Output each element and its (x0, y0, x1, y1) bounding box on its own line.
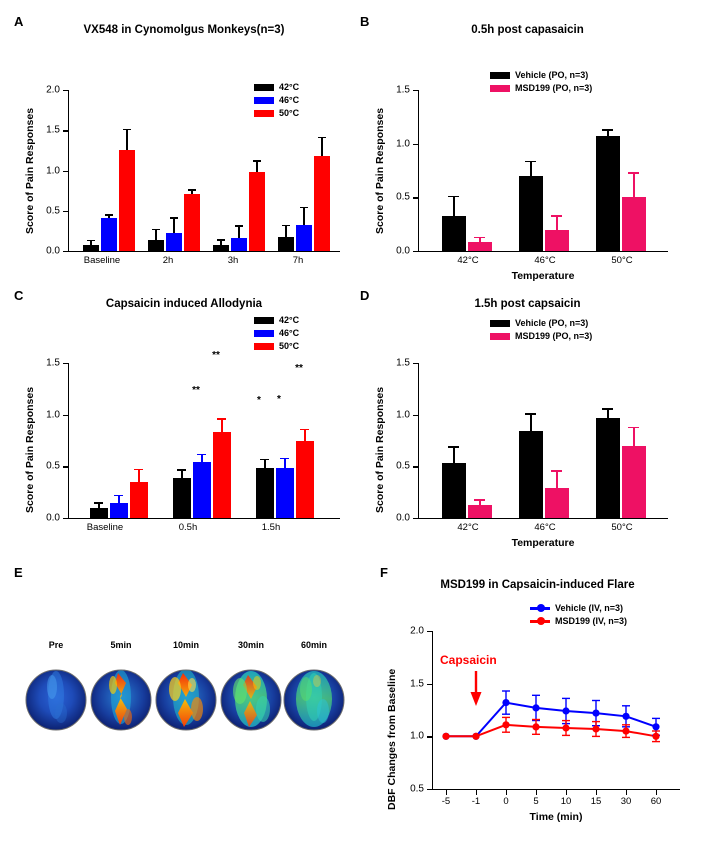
legend-item (254, 341, 299, 351)
errorbar-cap (152, 229, 160, 230)
panel-f-xtick-7: 60 (650, 796, 662, 807)
legend-item (254, 82, 299, 92)
panel-d-ytick-1: 0.5 (396, 460, 410, 472)
legend-label-46: 46°C (279, 328, 300, 338)
bar-msd199-42 (468, 242, 492, 251)
panel-e-letter: E (14, 565, 23, 580)
legend-swatch-vehicle (490, 320, 510, 327)
panel-b-ytick-0: 0.0 (396, 245, 410, 257)
errorbar (220, 241, 221, 245)
errorbar-cap (197, 454, 206, 455)
panel-f-xtickmark (476, 790, 477, 795)
panel-c-title: Capsaicin induced Allodynia (105, 298, 263, 310)
bar-vehicle-50 (596, 418, 620, 518)
errorbar (303, 208, 304, 225)
errorbar (284, 459, 285, 468)
errorbar-cap (217, 418, 226, 419)
panel-f-xtickmark (536, 790, 537, 795)
panel-a-xaxis (68, 251, 340, 252)
panel-c-xtick-0: Baseline (86, 522, 124, 533)
legend-item (490, 331, 592, 341)
panel-c-ytick-1: 0.5 (46, 460, 60, 472)
errorbar (201, 455, 202, 462)
legend-label-46: 46°C (279, 95, 300, 105)
bar-42-3h (213, 245, 229, 251)
errorbar-cap (602, 129, 613, 130)
legend-item (490, 83, 592, 93)
errorbar-cap (134, 469, 143, 470)
legend-item (254, 108, 299, 118)
errorbar (530, 162, 531, 176)
legend-label-msd199: MSD199 (IV, n=3) (555, 616, 627, 626)
panel-b-plot (418, 90, 668, 251)
panel-c-xtick-2: 1.5h (261, 522, 281, 533)
legend-label-vehicle: Vehicle (PO, n=3) (515, 318, 589, 328)
errorbar (221, 420, 222, 432)
legend-line-msd199 (530, 620, 550, 623)
panel-d-xtick-0: 42°C (457, 522, 479, 533)
errorbar-cap (94, 502, 103, 503)
panel-f-xtickmark (446, 790, 447, 795)
panel-b-xaxis (418, 251, 668, 252)
bar-46-2h (166, 233, 182, 252)
panel-a-xtick-2: 3h (227, 255, 239, 266)
panel-d-letter: D (360, 288, 370, 303)
bar-vehicle-46 (519, 176, 543, 251)
panel-c-ytick-3: 1.5 (46, 357, 60, 369)
panel-a-xtick-3: 7h (292, 255, 304, 266)
bar-vehicle-42 (442, 463, 466, 518)
panel-f-xlabel: Time (min) (529, 811, 583, 823)
panel-f-xtick-3: 5 (533, 796, 539, 807)
panel-f (380, 565, 695, 830)
errorbar-cap (282, 225, 290, 226)
bar-46-baseline (110, 503, 128, 519)
sig-marker-42-15h: * (257, 395, 261, 406)
errorbar (633, 428, 634, 446)
panel-b-xlabel: Temperature (511, 270, 575, 282)
errorbar (479, 501, 480, 505)
panel-b-xtick-1: 46°C (534, 255, 556, 266)
legend-item (254, 328, 299, 338)
panel-f-xtickmark (656, 790, 657, 795)
errorbar (256, 162, 257, 173)
legend-swatch-42 (254, 84, 274, 91)
legend-swatch-msd199 (490, 85, 510, 92)
errorbar-cap (300, 207, 308, 208)
panel-d-ylabel: Score of Pain Responses (374, 386, 386, 513)
flare-label-5min: 5min (110, 640, 132, 650)
bar-vehicle-42 (442, 216, 466, 251)
errorbar (321, 138, 322, 156)
legend-label-50: 50°C (279, 108, 300, 118)
errorbar (264, 460, 265, 468)
flare-label-10min: 10min (172, 640, 199, 650)
bar-46-baseline (101, 218, 117, 251)
panel-a-legend (254, 82, 299, 121)
panel-d-xtick-1: 46°C (534, 522, 556, 533)
panel-f-xaxis (432, 789, 680, 790)
errorbar-cap (318, 137, 326, 138)
sig-marker-46-15h: * (277, 394, 281, 405)
panel-a (14, 14, 354, 279)
panel-f-xtick-6: 30 (620, 796, 632, 807)
bar-50-3h (249, 172, 265, 251)
errorbar (118, 496, 119, 502)
panel-f-legend (530, 603, 627, 629)
bar-42-05h (173, 478, 191, 518)
panel-f-xtick-1: -1 (471, 796, 481, 807)
bar-50-2h (184, 194, 200, 251)
legend-label-vehicle: Vehicle (PO, n=3) (515, 70, 589, 80)
errorbar-cap (217, 239, 225, 240)
errorbar-cap (602, 408, 613, 409)
errorbar-cap (114, 495, 123, 496)
panel-b-ylabel: Score of Pain Responses (374, 107, 386, 234)
capsaicin-annotation: Capsaicin (440, 653, 497, 667)
errorbar (530, 415, 531, 432)
legend-item (530, 603, 627, 613)
errorbar (607, 131, 608, 136)
errorbar-cap (300, 429, 309, 430)
bar-42-baseline (83, 245, 99, 251)
errorbar (90, 241, 91, 245)
errorbar-cap (235, 225, 243, 226)
panel-d-plot (418, 363, 668, 518)
flare-label-60min: 60min (300, 640, 327, 650)
panel-f-xtick-0: -5 (441, 796, 451, 807)
legend-item (530, 616, 627, 626)
panel-c-ytick-2: 1.0 (46, 409, 60, 421)
panel-c-legend (254, 315, 299, 354)
legend-label-42: 42°C (279, 82, 300, 92)
errorbar-cap (253, 160, 261, 161)
errorbar (155, 230, 156, 240)
legend-swatch-42 (254, 317, 274, 324)
bar-42-2h (148, 240, 164, 251)
errorbar-cap (280, 458, 289, 459)
errorbar (191, 191, 192, 194)
legend-swatch-msd199 (490, 333, 510, 340)
errorbar-cap (525, 413, 536, 414)
panel-a-xtick-0: Baseline (83, 255, 121, 266)
panel-d-title: 1.5h post capsaicin (474, 298, 581, 310)
errorbar (453, 197, 454, 215)
panel-f-title: MSD199 in Capsaicin-induced Flare (440, 579, 635, 591)
legend-label-50: 50°C (279, 341, 300, 351)
panel-f-xtickmark (506, 790, 507, 795)
bar-46-3h (231, 238, 247, 251)
bar-42-7h (278, 237, 294, 252)
panel-d (360, 288, 695, 553)
errorbar (108, 216, 109, 218)
panel-a-title: VX548 in Cynomolgus Monkeys(n=3) (83, 24, 285, 36)
panel-f-ytick-1: 1.0 (410, 730, 424, 742)
panel-b-legend (490, 70, 592, 96)
errorbar (238, 227, 239, 238)
bar-msd199-46 (545, 488, 569, 518)
errorbar (304, 430, 305, 440)
bar-42-15h (256, 468, 274, 518)
bar-50-baseline (130, 482, 148, 518)
sig-marker-50-15h: ** (295, 363, 303, 374)
bar-50-7h (314, 156, 330, 251)
errorbar-cap (525, 161, 536, 162)
errorbar (181, 471, 182, 478)
errorbar-cap (170, 217, 178, 218)
bar-50-05h (213, 432, 231, 518)
errorbar-cap (260, 459, 269, 460)
errorbar (633, 174, 634, 198)
panel-d-ytick-0: 0.0 (396, 512, 410, 524)
errorbar (126, 130, 127, 149)
errorbar (138, 470, 139, 481)
errorbar-cap (474, 237, 485, 238)
legend-item (254, 95, 299, 105)
panel-f-letter: F (380, 565, 388, 580)
panel-b-ytick-2: 1.0 (396, 138, 410, 150)
panel-d-ytick-2: 1.0 (396, 409, 410, 421)
panel-a-plot (68, 90, 340, 251)
legend-label-42: 42°C (279, 315, 300, 325)
bar-msd199-42 (468, 505, 492, 518)
panel-a-xtick-1: 2h (162, 255, 174, 266)
panel-c-ylabel: Score of Pain Responses (24, 386, 36, 513)
legend-label-msd199: MSD199 (PO, n=3) (515, 83, 593, 93)
panel-b-title: 0.5h post capasaicin (471, 24, 584, 36)
panel-f-xtick-4: 10 (560, 796, 572, 807)
legend-swatch-50 (254, 343, 274, 350)
panel-b-xtick-2: 50°C (611, 255, 633, 266)
bar-msd199-46 (545, 230, 569, 252)
legend-item (254, 315, 299, 325)
sig-marker-46-05h: ** (192, 385, 200, 396)
errorbar (98, 504, 99, 508)
errorbar-cap (87, 240, 95, 241)
errorbar-cap (448, 446, 459, 447)
panel-f-yaxis (432, 631, 433, 790)
panel-b-ytick-3: 1.5 (396, 84, 410, 96)
errorbar (285, 226, 286, 237)
sig-marker-50-05h: ** (212, 350, 220, 361)
panel-a-ytick-2: 1.0 (46, 165, 60, 176)
errorbar-cap (474, 499, 485, 500)
legend-label-vehicle: Vehicle (IV, n=3) (555, 603, 623, 613)
panel-e (14, 565, 354, 825)
legend-item (490, 70, 592, 80)
panel-d-xaxis (418, 518, 668, 519)
panel-b-ytick-1: 0.5 (396, 191, 410, 203)
errorbar (453, 448, 454, 464)
panel-a-letter: A (14, 14, 24, 29)
errorbar-cap (628, 427, 639, 428)
panel-f-xtick-2: 0 (503, 796, 509, 807)
legend-swatch-vehicle (490, 72, 510, 79)
bar-50-baseline (119, 150, 135, 251)
errorbar-cap (551, 470, 562, 471)
bar-46-05h (193, 462, 211, 518)
panel-f-xtickmark (626, 790, 627, 795)
errorbar-cap (123, 129, 131, 130)
errorbar (556, 217, 557, 230)
errorbar-cap (105, 214, 113, 215)
bar-msd199-50 (622, 446, 646, 518)
errorbar (479, 238, 480, 242)
bar-msd199-50 (622, 197, 646, 251)
errorbar (556, 472, 557, 489)
bar-50-15h (296, 441, 314, 519)
legend-swatch-46 (254, 97, 274, 104)
legend-marker-msd199 (537, 617, 545, 625)
legend-swatch-46 (254, 330, 274, 337)
panel-f-ylabel: DBF Changes from Baseline (386, 668, 398, 810)
bar-vehicle-46 (519, 431, 543, 518)
flare-label-pre: Pre (48, 640, 64, 650)
panel-a-ytick-4: 2.0 (46, 84, 60, 96)
panel-f-ytick-3: 2.0 (410, 625, 424, 637)
errorbar (173, 219, 174, 233)
panel-d-xtick-2: 50°C (611, 522, 633, 533)
panel-a-ytick-3: 1.5 (46, 124, 60, 136)
panel-f-xtickmark (596, 790, 597, 795)
panel-f-xtick-5: 15 (590, 796, 602, 807)
flare-label-30min: 30min (237, 640, 264, 650)
panel-f-ytick-0: 0.5 (410, 783, 424, 795)
legend-label-msd199: MSD199 (PO, n=3) (515, 331, 593, 341)
panel-d-xlabel: Temperature (511, 537, 575, 549)
panel-b-xtick-0: 42°C (457, 255, 479, 266)
legend-line-vehicle (530, 607, 550, 610)
bar-46-15h (276, 468, 294, 518)
panel-d-ytick-3: 1.5 (396, 357, 410, 369)
errorbar-cap (188, 189, 196, 190)
errorbar-cap (628, 172, 639, 173)
panel-a-ytick-1: 0.5 (46, 205, 60, 217)
panel-a-ylabel: Score of Pain Responses (24, 107, 36, 234)
panel-a-ytick-0: 0.0 (46, 245, 60, 257)
panel-c-xtick-1: 0.5h (178, 522, 198, 533)
panel-b (360, 14, 695, 282)
errorbar (607, 410, 608, 418)
errorbar-cap (177, 469, 186, 470)
panel-d-legend (490, 318, 592, 344)
errorbar-cap (448, 196, 459, 197)
bar-vehicle-50 (596, 136, 620, 251)
bar-46-7h (296, 225, 312, 251)
legend-item (490, 318, 592, 328)
legend-marker-vehicle (537, 604, 545, 612)
panel-c-xaxis (68, 518, 340, 519)
legend-swatch-50 (254, 110, 274, 117)
errorbar-cap (551, 215, 562, 216)
panel-c (14, 288, 354, 553)
bar-42-baseline (90, 508, 108, 518)
panel-b-letter: B (360, 14, 370, 29)
panel-c-ytick-0: 0.0 (46, 512, 60, 524)
panel-f-ytick-2: 1.5 (410, 678, 424, 690)
panel-f-xtickmark (566, 790, 567, 795)
panel-c-letter: C (14, 288, 24, 303)
